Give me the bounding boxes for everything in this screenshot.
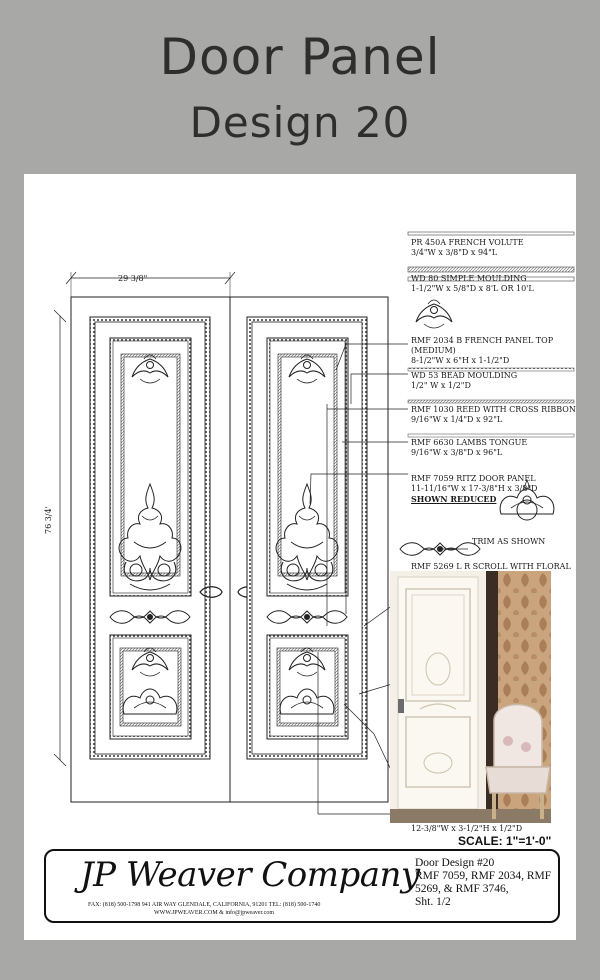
width-dimension: 29 3/8"	[118, 274, 148, 283]
scale-label: SCALE: 1"=1'-0"	[458, 834, 552, 848]
label-scroll-dims: 12-3/8"W x 3-1/2"H x 1/2"D	[411, 824, 523, 833]
page-title-line2: Design 20	[189, 98, 411, 147]
page-title-line1: Door Panel	[159, 28, 441, 86]
label-french-panel-top: RMF 2034 B FRENCH PANEL TOP (MEDIUM) 8-1/2"W x 6"H x 1-1/2"D	[411, 336, 554, 365]
label-ritz-door-panel: RMF 7059 RITZ DOOR PANEL 11-11/16"W x 17-3/8"H x 3/8"D	[411, 474, 538, 493]
contact-line-1: FAX: (818) 500-1798 941 AIR WAY GLENDALE, CALIFORNIA, 91201 TEL: (818) 500-1740	[88, 902, 321, 908]
label-trim-as-shown: TRIM AS SHOWN	[472, 537, 546, 546]
company-logo: JP Weaver Company	[80, 855, 420, 895]
contact-line-2: WWW.JPWEAVER.COM & info@jpweaver.com	[154, 910, 275, 916]
title-block	[44, 849, 560, 923]
door-photo-illustration	[390, 571, 551, 823]
label-lambs-tongue: RMF 6630 LAMBS TONGUE 9/16"W x 3/8"D x 96"L	[411, 438, 528, 457]
label-french-volute: PR 450A FRENCH VOLUTE 3/4"W x 3/8"D x 94"L	[411, 238, 524, 257]
label-shown-reduced: SHOWN REDUCED	[411, 494, 497, 504]
height-dimension: 76 3/4'	[44, 506, 53, 534]
drawing-sheet	[24, 174, 576, 940]
sheet-info: Door Design #20 RMF 7059, RMF 2034, RMF 5269, & RMF 3746, Sht. 1/2	[415, 857, 552, 908]
label-bead-moulding: WD 53 BEAD MOULDING 1/2" W x 1/2"D	[411, 371, 518, 390]
label-simple-moulding: WD 80 SIMPLE MOULDING 1-1/2"W x 5/8"D x 8'L OR 10'L	[411, 274, 534, 293]
label-scroll-floral: RMF 5269 L R SCROLL WITH FLORAL	[411, 562, 571, 571]
label-reed-cross-ribbon: RMF 1030 REED WITH CROSS RIBBON 9/16"W x 1/4"D x 92"L	[411, 405, 576, 424]
door-photo	[390, 571, 551, 823]
